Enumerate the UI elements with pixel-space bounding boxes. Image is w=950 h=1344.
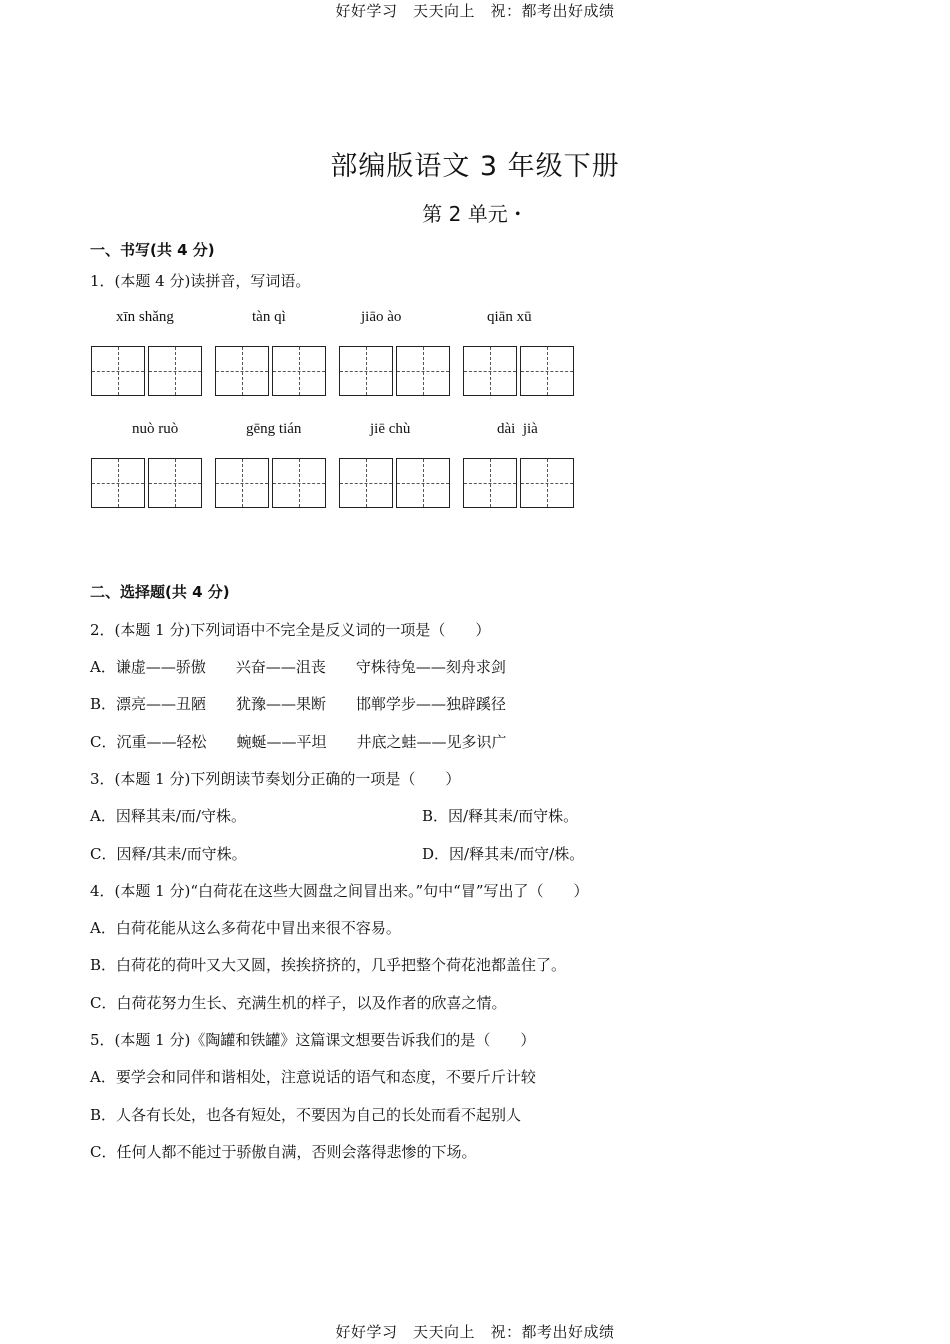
word-box[interactable] [339,346,453,396]
character-cell[interactable] [463,458,517,508]
pinyin-label: jiāo ào [361,309,402,325]
character-cell[interactable] [520,458,574,508]
character-cell[interactable] [339,458,393,508]
question-2-option-a[interactable]: A．谦虚——骄傲 兴奋——沮丧 守株待兔——刻舟求剑 [90,658,506,676]
question-5-option-b[interactable]: B．人各有长处，也各有短处，不要因为自己的长处而看不起别人 [90,1106,522,1124]
question-4-option-c[interactable]: C．白荷花努力生长、充满生机的样子，以及作者的欣喜之情。 [90,994,507,1012]
question-3-option-b[interactable]: B．因/释其耒/而守株。 [422,807,579,825]
pinyin-label: jiē chù [370,421,411,437]
pinyin-label: nuò ruò [132,421,179,437]
question-3-stem: 3．(本题 1 分)下列朗读节奏划分正确的一项是（ ） [90,770,461,788]
question-4-option-b[interactable]: B．白荷花的荷叶又大又圆，挨挨挤挤的，几乎把整个荷花池都盖住了。 [90,956,567,974]
word-box[interactable] [91,346,205,396]
character-cell[interactable] [463,346,517,396]
word-box[interactable] [215,346,329,396]
word-box[interactable] [91,458,205,508]
character-cell[interactable] [215,346,269,396]
word-box[interactable] [463,346,577,396]
character-cell[interactable] [215,458,269,508]
footer-motto: 好好学习 天天向上 祝：都考出好成绩 [335,1323,615,1341]
unit-subtitle: 第 2 单元・ [422,202,528,226]
character-cell[interactable] [91,458,145,508]
character-cell[interactable] [396,346,450,396]
question-2-option-b[interactable]: B．漂亮——丑陋 犹豫——果断 邯郸学步——独辟蹊径 [90,695,507,713]
character-cell[interactable] [396,458,450,508]
character-cell[interactable] [91,346,145,396]
character-cell[interactable] [339,346,393,396]
question-1-stem: 1．(本题 4 分)读拼音，写词语。 [90,272,311,290]
character-cell[interactable] [272,346,326,396]
question-5-stem: 5．(本题 1 分)《陶罐和铁罐》这篇课文想要告诉我们的是（ ） [90,1031,536,1049]
question-2-option-c[interactable]: C．沉重——轻松 蜿蜒——平坦 井底之蛙——见多识广 [90,733,507,751]
section-heading-writing: 一、书写(共 4 分) [90,241,215,259]
section-heading-choice: 二、选择题(共 4 分) [90,583,230,601]
header-motto: 好好学习 天天向上 祝：都考出好成绩 [335,2,615,20]
page-title: 部编版语文 3 年级下册 [330,151,620,182]
pinyin-label: xīn shǎng [116,309,174,325]
pinyin-label: qiān xū [487,309,532,325]
character-cell[interactable] [148,458,202,508]
word-box[interactable] [215,458,329,508]
question-5-option-a[interactable]: A．要学会和同伴和谐相处，注意说话的语气和态度，不要斤斤计较 [90,1068,536,1086]
pinyin-label: gēng tián [246,421,302,437]
question-2-stem: 2．(本题 1 分)下列词语中不完全是反义词的一项是（ ） [90,621,491,639]
question-3-option-c[interactable]: C．因释/其耒/而守株。 [90,845,247,863]
character-cell[interactable] [148,346,202,396]
question-3-option-a[interactable]: A．因释其耒/而/守株。 [90,807,246,825]
character-cell[interactable] [520,346,574,396]
question-5-option-c[interactable]: C．任何人都不能过于骄傲自满，否则会落得悲惨的下场。 [90,1143,477,1161]
character-grid-row-2 [91,458,587,508]
pinyin-label: dài jià [497,421,538,437]
word-box[interactable] [339,458,453,508]
character-grid-row-1 [91,346,587,396]
pinyin-label: tàn qì [252,309,286,325]
question-4-stem: 4．(本题 1 分)“白荷花在这些大圆盘之间冒出来。”句中“冒”写出了（ ） [90,882,589,900]
question-3-option-d[interactable]: D．因/释其耒/而守/株。 [422,845,585,863]
character-cell[interactable] [272,458,326,508]
word-box[interactable] [463,458,577,508]
question-4-option-a[interactable]: A．白荷花能从这么多荷花中冒出来很不容易。 [90,919,401,937]
